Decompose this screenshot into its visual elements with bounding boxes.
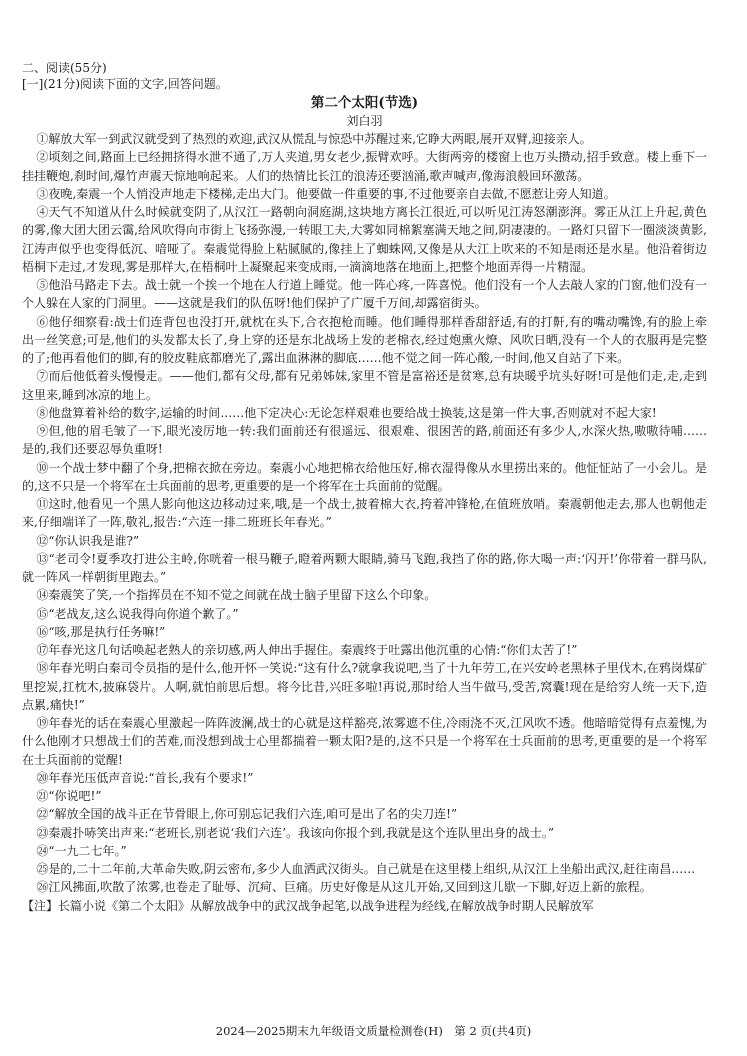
article-paragraph: ⑯“咳,那是执行任务嘛!”	[36, 624, 166, 639]
article-paragraph: ⑱年春光明白秦司令员指的是什么,他开怀一笑说:“这有什么?就拿我说吧,当了十九年劳工,在兴安岭老黑林子里伐木,在鸦岗煤矿里挖炭,扛枕木,披麻袋片。人啊,就怕前思后想。将今比昔,兴旺多啦!再说,那时给人当牛做马,受苦,窝囊!现在是给穷人统一天下,造点累,痛快!”	[22, 661, 707, 712]
article-paragraph: ㉖江风拂面,吹散了浓雾,也卷走了耻辱、沉疴、巨痛。历史好像是从这儿开始,又回到这儿歇一下脚,好迈上新的旅程。	[36, 880, 652, 895]
article-paragraph: ③夜晚,秦震一个人悄没声地走下楼梯,走出大门。他要做一件重要的事,不过他要亲自去做,不愿惹让旁人知道。	[36, 186, 616, 201]
article-paragraph: ⑩一个战士梦中翻了个身,把棉衣掀在旁边。秦震小心地把棉衣给他压好,棉衣湿得像从水里捞出来的。他怔怔站了一小会儿。是的,这不只是一个将军在士兵面前的思考,更重要的是一个将军在士兵面前的觉醒。	[22, 460, 707, 493]
subsection-heading: [一](21分)阅读下面的文字,回答问题。	[22, 77, 228, 91]
article-paragraph: ⑳年春光压低声音说:“首长,我有个要求!”	[36, 770, 254, 785]
article-paragraph: ⑧他盘算着补给的数字,运输的时间……他下定决心:无论怎样艰难也要给战士换装,这是第一件大事,否则就对不起大家!	[36, 405, 657, 420]
article-author: 刘白羽	[346, 114, 383, 128]
article-paragraph: ⑥他仔细察看:战士们连背包也没打开,就枕在头下,合衣抱枪而睡。他们睡得那样香甜舒适,有的打鼾,有的嘴动嘴馋,有的脸上牵出一丝笑意;可是,他们的头发都太长了,身上穿的还是东北战场上发的老棉衣,经过炮熏火燎、风吹日晒,没有一个人的衣服再是完整的了;他再看他们的脚,有的胶皮鞋底都磨光了,露出血淋淋的脚底……他不觉之间一阵心酸,一时间,他又自站了下来。	[22, 314, 707, 365]
article-paragraph: ⑲年春光的话在秦震心里激起一阵阵波澜,战士的心就是这样豁亮,浓雾遮不住,冷雨浇不灭,江风吹不透。他暗暗觉得有点羞愧,为什么他刚才只想战士们的苦难,而没想到战士心里都揣着一颗太阳?是的,这不只是一个将军在士兵面前的思考,更重要的是一个将军在士兵面前的觉醒!	[22, 716, 707, 767]
article-paragraph: ㉓秦震扑哧笑出声来:“老班长,别老说‘我们六连’。我该向你报个到,我就是这个连队里出身的战士。”	[36, 825, 554, 840]
article-paragraph: ⑪这时,他看见一个黑人影向他这边移动过来,哦,是一个战士,披着棉大衣,挎着冲锋枪,在值班放哨。秦震朝他走去,那人也朝他走来,仔细端详了一阵,敬礼,报告:“六连一排二班班长年春光。”	[22, 497, 707, 530]
article-paragraph: ②顷刻之间,路面上已经拥挤得水泄不通了,万人夹道,男女老少,振臂欢呼。大街两旁的楼窗上也万头攒动,招手致意。楼上垂下一挂挂鞭炮,刹时间,爆竹声震天惊地响起来。人们的热情比长江的浪涛还要汹涌,歌声喊声,像海浪般回环激荡。	[22, 150, 707, 183]
article-paragraph: ㉑“你说吧!”	[36, 789, 102, 803]
article-title: 第二个太阳(节选)	[310, 95, 419, 111]
section-heading: 二、阅读(55分)	[22, 61, 107, 75]
article-paragraph: ㉒“解放全国的战斗正在节骨眼上,你可别忘记我们六连,咱可是出了名的尖刀连!”	[36, 807, 458, 822]
article-note: 【注】长篇小说《第二个太阳》从解放战争中的武汉战争起笔,以战争进程为经线,在解放战争时期人民解放军	[22, 898, 594, 913]
article-paragraph: ⑰年春光这几句话唤起老熟人的亲切感,两人伸出手握住。秦震终于吐露出他沉重的心情:“你们太苦了!”	[36, 643, 578, 657]
article-paragraph: ⑭秦震笑了笑,一个指挥员在不知不觉之间就在战士脑子里留下这么个印象。	[36, 588, 437, 603]
article-paragraph: ④天气不知道从什么时候就变阴了,从汉江一路朝向洞庭湖,这块地方离长江很近,可以听见江涛怒潮澎湃。雾正从江上升起,黄色的雾,像大团大团云霭,给风吹得向市街上飞扬弥漫,一转眼工夫,大雾如同棉絮塞满天地之间,阴凄凄的。一路灯只留下一圈淡淡黄影,江涛声似乎也变得低沉、喑哑了。秦震觉得脸上粘腻腻的,像挂上了蜘蛛网,又像是从大江上吹来的不知是雨还是水星。他沿着街边梧桐下走过,才发现,雾是那样大,在梧桐叶上凝聚起来变成雨,一滴滴地落在地面上,把整个地面弄得一片精湿。	[22, 205, 707, 274]
article-paragraph: ㉔“一九二七年。”	[36, 843, 127, 858]
article-paragraph: ⑤他沿马路走下去。战士就一个挨一个地在人行道上睡觉。他一阵心疼,一阵喜悦。他们没有一个人去敲人家的门窗,他们没有一个人躲在人家的门洞里。——这就是我们的队伍呀!他们保护了广厦千万间,却露宿街头。	[22, 278, 707, 311]
article-body	[22, 130, 707, 897]
article-paragraph: ㉕是的,二十二年前,大革命失败,阴云密布,多少人血洒武汉街头。自己就是在这里楼上组织,从汉江上坐船出武汉,赶往南昌……	[36, 862, 696, 876]
article-paragraph: ⑫“你认识我是谁?”	[36, 533, 140, 548]
article-paragraph: ⑨但,他的眉毛皱了一下,眼光凌厉地一转:我们面前还有很遥远、很艰难、很困苦的路,前面还有多少人,水深火热,嗷嗷待哺……是的,我们还要忍辱负重呀!	[22, 424, 707, 457]
article-paragraph: ⑦而后他低着头慢慢走。——他们,都有父母,都有兄弟姊妹,家里不管是富裕还是贫寒,总有块暖乎坑头好呀!可是他们走,走,走到这里来,睡到冰凉的地上。	[22, 369, 707, 402]
article-paragraph: ⑮“老战友,这么说我得向你道个歉了。”	[36, 606, 239, 621]
page-footer: 2024—2025期末九年级语文质量检测卷(H) 第 2 页(共4页)	[215, 1024, 532, 1038]
article-paragraph: ⑬“老司令!夏季攻打进公主岭,你咣着一根马鞭子,瞪着两颗大眼睛,骑马飞跑,我挡了你的路,你大喝一声:‘闪开!’你带着一群马队,就一阵风一样朝街里跑去。”	[22, 551, 707, 584]
article-paragraph: ①解放大军一到武汉就受到了热烈的欢迎,武汉从慌乱与惊恐中苏醒过来,它睁大两眼,展开双臂,迎接亲人。	[36, 132, 592, 146]
